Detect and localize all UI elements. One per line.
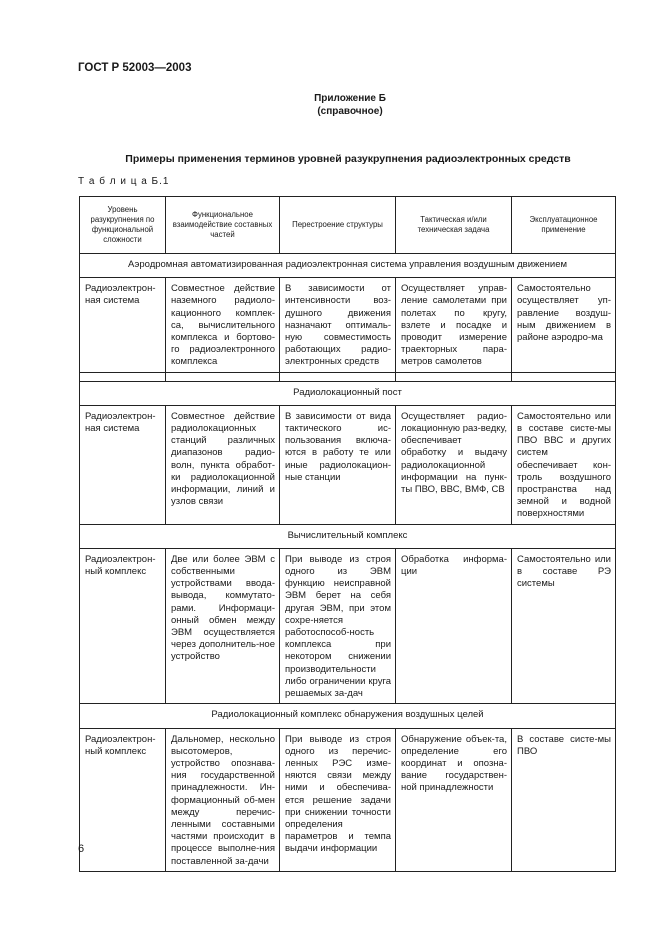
column-header: Функциональное взаимодействие составных частей — [166, 197, 280, 254]
table-caption: Т а б л и ц а Б.1 — [78, 176, 170, 187]
table-row — [80, 728, 616, 871]
table-cell: При выводе из строя одного из перечис-ленных РЭС изме-няются связи между ними и обеспечива-ется решение задачи при снижении точности определения параметров и темпа выдачи информации — [280, 728, 396, 871]
column-header: Эксплуатационное применение — [512, 197, 616, 254]
table-cell: Совместное действие наземного радиоло-кационного комплек-са, вычислительного комплекса и бортово-го радиоэлектронного комплекса — [166, 278, 280, 372]
section-title: Аэродромная автоматизированная радиоэлектронная система управления воздушным движением — [80, 254, 616, 278]
appendix-heading — [200, 92, 500, 118]
table-cell: При выводе из строя одного из ЭВМ функцию неисправной ЭВМ берет на себя другая ЭВМ, при этом сохре-няется работоспособ-ность комплекса при некотором снижении производительности либо ограничении круга решаемых за-дач — [280, 548, 396, 703]
section-header-row — [80, 254, 616, 278]
table-cell: Дальномер, нескольно высотомеров, устройство опознава-ния государственной принадлежности. Ин-формационный об-мен между перечис-ленными составными частями происходит в процессе выполне-ния поставленной за-дачи — [166, 728, 280, 871]
section-title: Радиолокационный пост — [80, 381, 616, 405]
page-number: 6 — [78, 843, 85, 855]
spacer-row — [80, 372, 616, 381]
table-cell: Две или более ЭВМ с собственными устройствами ввода-вывода, коммутато-рами. Информаци-онный обмен между ЭВМ осуществляется через дополнитель-ное устройство — [166, 548, 280, 703]
table-cell: Осуществляет радио-локационную раз-ведку, обеспечивает обработку и выдачу радиолокационной информации на пунк-ты ПВО, ВВС, ВМФ, СВ — [396, 405, 512, 524]
table-row — [80, 548, 616, 703]
table-cell: Обнаружение объек-та, определение его координат и опозна-вание государствен-ной принадлежности — [396, 728, 512, 871]
section-header-row — [80, 381, 616, 405]
section-header-row — [80, 524, 616, 548]
table-cell: Радиоэлектрон-ная система — [80, 278, 166, 372]
appendix-label: Приложение Б — [314, 93, 386, 104]
table-cell: Радиоэлектрон-ный комплекс — [80, 728, 166, 871]
table-cell: Самостоятельно или в составе РЭ системы — [512, 548, 616, 703]
appendix-note: (справочное) — [317, 106, 383, 117]
section-title: Вычислительный комплекс — [80, 524, 616, 548]
table-cell: В зависимости от интенсивности воз-душного движения назначают оптималь-ную совместимость работающих радио-электронных средств — [280, 278, 396, 372]
table-cell: Радиоэлектрон-ная система — [80, 405, 166, 524]
table-row — [80, 405, 616, 524]
table-row — [80, 278, 616, 372]
column-header: Тактическая и/или техническая задача — [396, 197, 512, 254]
table-cell: Обработка информа-ции — [396, 548, 512, 703]
column-header: Уровень разукрупнения по функциональной сложности — [80, 197, 166, 254]
table-cell: В составе систе-мы ПВО — [512, 728, 616, 871]
table-cell: Самостоятельно осуществляет уп-равление воздуш-ным движением в районе аэродро-ма — [512, 278, 616, 372]
table-header-row — [80, 197, 616, 254]
column-header: Перестроение структуры — [280, 197, 396, 254]
table-cell: Совместное действие радиолокационных станций различных диапазонов радио-волн, пункта обработ-ки радиолокационной информации, линий и узлов связи — [166, 405, 280, 524]
standard-number: ГОСТ Р 52003—2003 — [78, 62, 192, 74]
table-cell: Радиоэлектрон-ный комплекс — [80, 548, 166, 703]
document-title: Примеры применения терминов уровней разукрупнения радиоэлектронных средств — [125, 153, 571, 165]
section-header-row — [80, 704, 616, 728]
table-cell: Самостоятельно или в составе систе-мы ПВО ВВС и других систем обеспечивает кон-троль воздушного пространства над земной и водной поверхностями — [512, 405, 616, 524]
table-cell: Осуществляет управ-ление самолетами при полетах по кругу, взлете и посадке и проводит измерение траекторных пара-метров самолетов — [396, 278, 512, 372]
table-cell: В зависимости от вида тактического ис-пользования включа-ются в работу те или иные радиолокацион-ные станции — [280, 405, 396, 524]
terms-table — [79, 196, 616, 872]
section-title: Радиолокационный комплекс обнаружения воздушных целей — [80, 704, 616, 728]
